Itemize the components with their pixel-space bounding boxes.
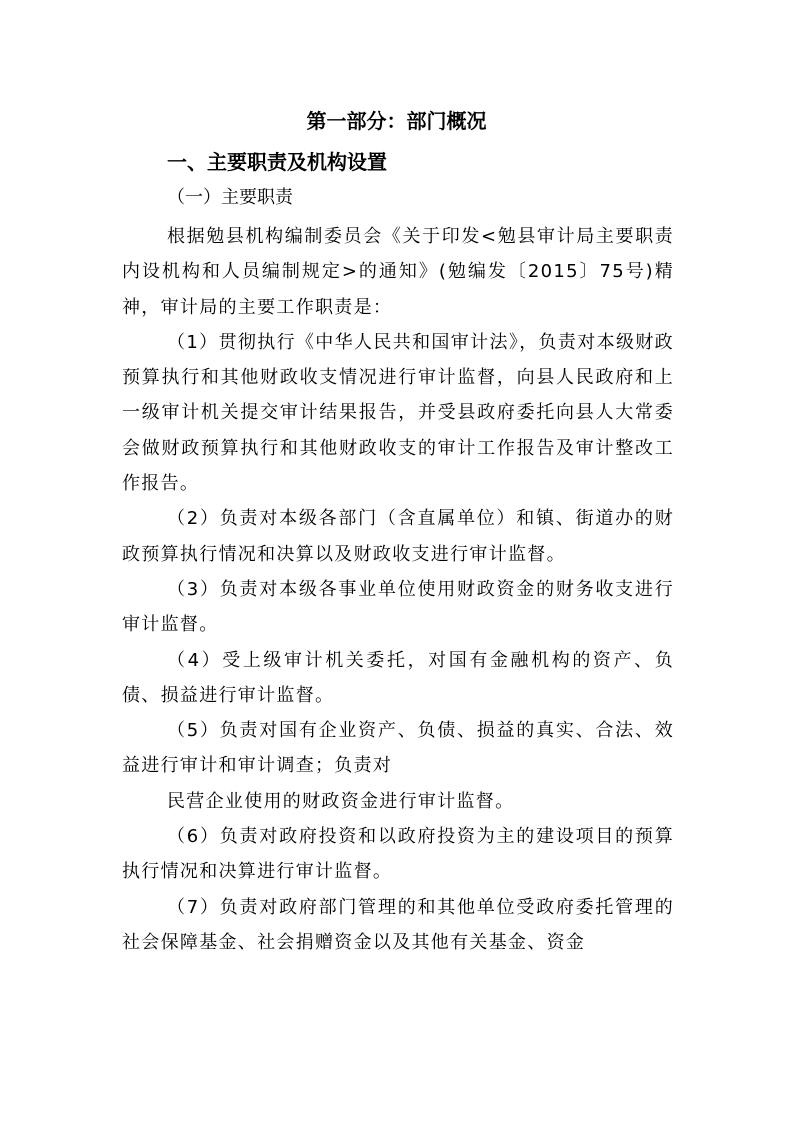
paragraph-duty-7: （7）负责对政府部门管理的和其他单位受政府委托管理的社会保障基金、社会捐赠资金以及其他有关基金、资金 bbox=[122, 896, 674, 953]
paragraph-duty-1: （1）贯彻执行《中华人民共和国审计法》，负责对本级财政预算执行和其他财政收支情况进行审计监督，向县人民政府和上一级审计机关提交审计结果报告，并受县政府委托向县人大常委会做财政预算执行和其他财政收支的审计工作报告及审计整改工作报告。 bbox=[122, 331, 674, 495]
document-body bbox=[122, 219, 674, 960]
paragraph-duty-2: （2）负责对本级各部门（含直属单位）和镇、街道办的财政预算执行情况和决算以及财政收支进行审计监督。 bbox=[122, 508, 674, 565]
paragraph-duty-5: （5）负责对国有企业资产、负债、损益的真实、合法、效益进行审计和审计调查；负责对 bbox=[122, 720, 674, 777]
paragraph-duty-4: （4）受上级审计机关委托，对国有金融机构的资产、负债、损益进行审计监督。 bbox=[122, 649, 674, 706]
section-heading: 一、主要职责及机构设置 bbox=[167, 150, 387, 174]
paragraph-duty-6: （6）负责对政府投资和以政府投资为主的建设项目的预算执行情况和决算进行审计监督。 bbox=[122, 826, 674, 883]
subsection-heading: （一）主要职责 bbox=[167, 187, 293, 208]
paragraph-intro: 根据勉县机构编制委员会《关于印发<勉县审计局主要职责内设机构和人员编制规定>的通知》(勉编发〔2015〕75号)精神，审计局的主要工作职责是： bbox=[122, 226, 674, 318]
paragraph-duty-3: （3）负责对本级各事业单位使用财政资金的财务收支进行审计监督。 bbox=[122, 578, 674, 636]
page-title: 第一部分：部门概况 bbox=[306, 109, 487, 133]
paragraph-duty-5-continued: 民营企业使用的财政资金进行审计监督。 bbox=[167, 790, 515, 812]
